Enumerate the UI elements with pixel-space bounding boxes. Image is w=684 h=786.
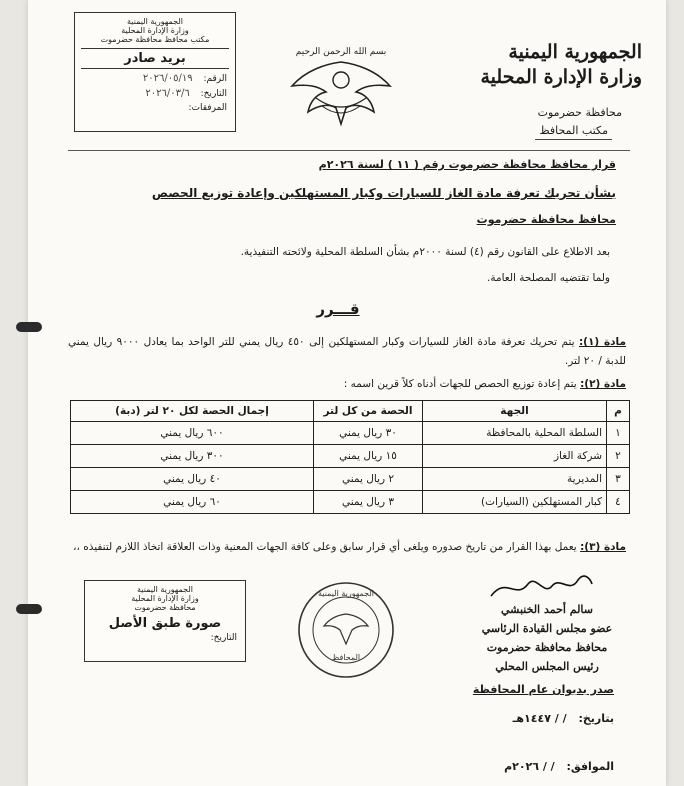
row-total: ٤٠ ريال يمني <box>71 468 314 491</box>
mail-date-row <box>75 86 235 101</box>
mail-number-value: ٢٠٢٦/٠٥/١٩ <box>142 73 193 84</box>
ministry-name: وزارة الإدارة المحلية <box>480 66 642 88</box>
hijri-date <box>513 712 614 725</box>
governorate-name: محافظة حضرموت <box>537 106 622 119</box>
stamp-line: محافظة حضرموت <box>134 603 196 612</box>
row-total: ٣٠٠ ريال يمني <box>71 445 314 468</box>
row-number: ٣ <box>607 468 630 491</box>
stamp-line: الجمهورية اليمنية <box>136 585 193 594</box>
row-number: ٢ <box>607 445 630 468</box>
article-3-text: يعمل بهذا القرار من تاريخ صدوره ويلغى أي قرار سابق وعلى كافة الجهات المعنية وذات العلاقة اتخاذ اللازم لتنفيذه ،، <box>73 541 577 553</box>
signatory-role: رئيس المجلس المحلي <box>495 660 599 673</box>
article-2 <box>344 378 626 390</box>
table-header: الحصة من كل لتر <box>314 401 423 422</box>
mail-box-line: وزارة الإدارة المحلية <box>121 26 189 35</box>
signatory-name: سالم أحمد الخنبشي <box>500 603 594 616</box>
signatory-block <box>472 600 622 676</box>
distribution-table <box>70 400 630 514</box>
row-number: ١ <box>607 422 630 445</box>
seal-ring-text: الجمهورية اليمنية <box>317 589 375 598</box>
row-entity: السلطة المحلية بالمحافظة <box>423 422 607 445</box>
stamp-line: وزارة الإدارة المحلية <box>131 594 199 603</box>
table-header-row <box>71 401 630 422</box>
issued-at: صدر بديوان عام المحافظة <box>472 683 614 696</box>
outgoing-mail-box <box>74 12 236 132</box>
row-entity: كبار المستهلكين (السيارات) <box>423 491 607 514</box>
seal-inner-text: المحافظ <box>331 653 361 662</box>
row-share: ٢ ريال يمني <box>314 468 423 491</box>
office-name: مكتب المحافظ <box>535 124 612 140</box>
article-3 <box>68 535 626 559</box>
hijri-date-label: بتاريخ: <box>578 712 614 725</box>
gregorian-date-value: / / ٢٠٢٦م <box>504 760 555 773</box>
preamble-1: بعد الاطلاع على القانون رقم (٤) لسنة ٢٠٠٠م بشأن السلطة المحلية ولائحته التنفيذية. <box>240 246 610 258</box>
row-entity: شركة الغاز <box>423 445 607 468</box>
emblem <box>286 40 396 130</box>
table-row <box>71 468 630 491</box>
row-total: ٦٠٠ ريال يمني <box>71 422 314 445</box>
decision-heading: قـــرر <box>316 300 360 318</box>
true-copy-stamp <box>84 580 246 662</box>
row-share: ٣ ريال يمني <box>314 491 423 514</box>
document-page <box>28 0 666 786</box>
row-entity: المديرية <box>423 468 607 491</box>
article-1 <box>68 333 626 371</box>
header-divider <box>68 150 630 151</box>
eagle-emblem-icon <box>324 614 368 644</box>
article-1-text: يتم تحريك تعرفة مادة الغاز للسيارات وكبار المستهلكين إلى ٤٥٠ ريال يمني للتر الواحد بما يعادل ٩٠٠٠ ريال يمني للدبة / ٢٠ لتر. <box>68 336 626 367</box>
hijri-date-value: / / ١٤٤٧هـ <box>512 712 567 725</box>
mail-box-title: بريد صادر <box>81 48 229 69</box>
article-3-label: مادة (٣): <box>580 541 626 553</box>
issuer-line: محافظ محافظة حضرموت <box>476 213 616 226</box>
row-number: ٤ <box>607 491 630 514</box>
eagle-emblem-icon <box>286 40 396 130</box>
table-row <box>71 422 630 445</box>
binder-clip-icon <box>16 322 42 332</box>
row-share: ٣٠ ريال يمني <box>314 422 423 445</box>
binder-clip-icon <box>16 604 42 614</box>
mail-attachments-label: المرفقات: <box>188 103 227 113</box>
article-2-text: يتم إعادة توزيع الحصص للجهات أدناه كلاً قرين اسمه : <box>343 378 577 390</box>
mail-box-line: الجمهورية اليمنية <box>126 17 183 26</box>
stamp-title: صورة طبق الأصل <box>108 616 222 631</box>
decision-title: قرار محافظ محافظة حضرموت رقم ( ١١ ) لسنة ٢٠٢٦م <box>318 158 616 171</box>
letterhead <box>442 40 642 140</box>
table-row <box>71 445 630 468</box>
table-header: الجهة <box>423 401 607 422</box>
round-seal-icon <box>296 580 396 680</box>
table-header: م <box>607 401 630 422</box>
row-share: ١٥ ريال يمني <box>314 445 423 468</box>
gregorian-date <box>504 760 614 773</box>
official-round-stamp <box>296 580 396 680</box>
article-1-label: مادة (١): <box>578 336 626 348</box>
mail-date-value: ٢٠٢٦/٠٣/٦ <box>145 88 190 99</box>
mail-number-label: الرقم: <box>203 74 227 84</box>
gregorian-date-label: الموافق: <box>566 760 614 773</box>
signatory-role: محافظ محافظة حضرموت <box>486 641 608 654</box>
table-header: إجمال الحصة لكل ٢٠ لتر (دبة) <box>71 401 314 422</box>
article-2-label: مادة (٢): <box>580 378 626 390</box>
table-row <box>71 491 630 514</box>
row-total: ٦٠ ريال يمني <box>71 491 314 514</box>
decision-subject: بشأن تحريك تعرفة مادة الغاز للسيارات وكبار المستهلكين وإعادة توزيع الحصص <box>151 186 616 200</box>
emblem-motto: بسم الله الرحمن الرحيم <box>295 47 387 57</box>
country-name: الجمهورية اليمنية <box>508 41 642 63</box>
mail-attachments-row <box>75 101 235 115</box>
mail-box-line: مكتب محافظ محافظة حضرموت <box>100 35 210 44</box>
stamp-date-label: التاريخ: <box>210 633 237 643</box>
signatory-role: عضو مجلس القيادة الرئاسي <box>481 622 613 635</box>
mail-date-label: التاريخ: <box>200 89 227 99</box>
mail-number-row <box>75 71 235 86</box>
preamble-2: ولما تقتضيه المصلحة العامة. <box>486 272 610 284</box>
